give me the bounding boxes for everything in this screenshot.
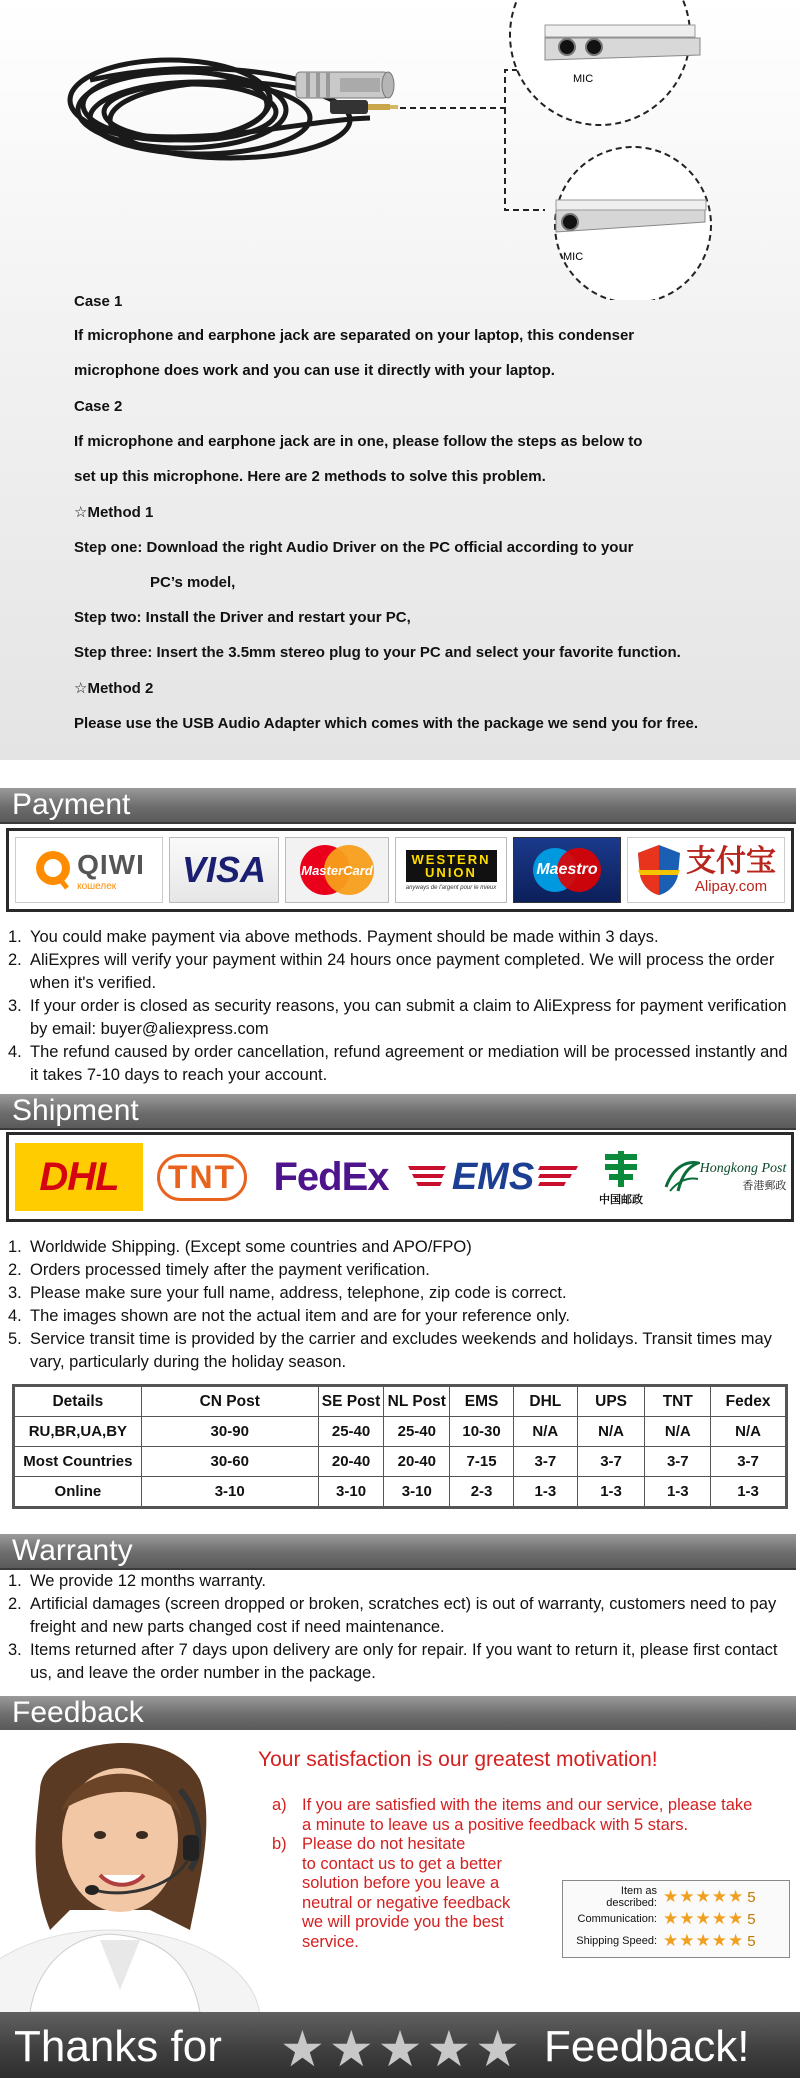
support-agent-illustration: [0, 1730, 300, 2012]
table-row: [14, 1447, 787, 1477]
star-rating-icon: ★★★★★: [663, 1887, 745, 1906]
warranty-heading: Warranty: [12, 1534, 133, 1567]
table-cell: 20-40: [384, 1447, 450, 1477]
method1-heading: [74, 503, 153, 521]
point-a-label: a): [272, 1796, 287, 1814]
list-item: 3. Items returned after 7 days upon delivery are only for repair. If you want to return it, please first contact us, and leave the order number in the package.: [8, 1641, 778, 1682]
tnt-text: TNT: [167, 1158, 237, 1195]
table-cell: 1-3: [645, 1477, 711, 1508]
laptop-callout-bottom: [555, 147, 711, 300]
feedback-title: Your satisfaction is our greatest motivation!: [258, 1748, 658, 1771]
table-cell: 1-3: [513, 1477, 577, 1508]
hongkong-post-bird-icon: [664, 1157, 700, 1197]
table-cell: 1-3: [577, 1477, 645, 1508]
shield-icon: [636, 843, 682, 897]
microphone-cable-illustration: [0, 0, 800, 300]
feedback-point-a: [272, 1796, 762, 1835]
table-cell: 3-7: [577, 1447, 645, 1477]
payment-logos-strip: [6, 828, 794, 912]
table-cell: 25-40: [384, 1417, 450, 1447]
shipping-time-table: [12, 1384, 788, 1509]
table-header-cell: Details: [14, 1386, 142, 1417]
mic-label-bottom: MIC: [563, 251, 584, 263]
qiwi-text: QIWI: [77, 848, 145, 880]
product-instructions-area: [0, 0, 800, 760]
alipay-chinese-text: 支付宝: [686, 844, 776, 878]
table-cell: Online: [14, 1477, 142, 1508]
warranty-section-header: [0, 1534, 796, 1570]
step-one: Step one: Download the right Audio Driver on the PC official according to your: [74, 539, 634, 556]
mastercard-text: MasterCard: [301, 862, 373, 878]
table-cell: RU,BR,UA,BY: [14, 1417, 142, 1447]
point-b-line: neutral or negative feedback: [302, 1893, 511, 1912]
table-header-cell: SE Post: [318, 1386, 384, 1417]
step-three: Step three: Insert the 3.5mm stereo plug to your PC and select your favorite function.: [74, 644, 681, 661]
shipment-heading: Shipment: [12, 1094, 139, 1127]
step-one-continued: PC’s model,: [150, 574, 236, 591]
ems-wing-icon: [408, 1162, 448, 1192]
xlr-connector-graphic: [296, 72, 394, 98]
table-cell: N/A: [711, 1417, 787, 1447]
table-row: [14, 1477, 787, 1508]
case2-line1: If microphone and earphone jack are in one, please follow the steps as below to: [74, 433, 643, 450]
qiwi-subtext: кошелек: [77, 880, 117, 892]
shipping-logos-strip: [6, 1132, 794, 1222]
table-cell: 3-7: [711, 1447, 787, 1477]
star-rating-icon: ★★★★★: [663, 1909, 745, 1928]
table-row: [14, 1417, 787, 1447]
stereo-plug-graphic: [330, 100, 398, 114]
list-item: 3. Please make sure your full name, address, telephone, zip code is correct.: [8, 1284, 567, 1302]
point-a-text: If you are satisfied with the items and our service, please take a minute to leave us a positive feedback with 5 stars.: [302, 1796, 753, 1834]
point-b-line: service.: [302, 1932, 359, 1951]
maestro-logo: [513, 837, 621, 903]
list-item: 4. The refund caused by order cancellation, refund agreement or mediation will be processed instantly and it takes 7-10 days to reach your account.: [8, 1043, 788, 1084]
point-b-line: Please do not hesitate: [302, 1835, 466, 1853]
rating-value: 5: [747, 1932, 756, 1950]
table-cell: 3-7: [645, 1447, 711, 1477]
table-cell: N/A: [645, 1417, 711, 1447]
table-header-cell: DHL: [513, 1386, 577, 1417]
hongkong-post-chinese-text: 香港郵政: [742, 1180, 787, 1192]
visa-logo: [169, 837, 279, 903]
case1-line1: If microphone and earphone jack are separated on your laptop, this condenser: [74, 327, 635, 344]
star-row-icon: ★★★★★: [280, 2021, 525, 2077]
laptop-callout-top: [510, 0, 700, 125]
payment-section-header: [0, 788, 796, 824]
western-union-line1: WESTERN: [411, 851, 491, 867]
method2-label: Method 2: [87, 680, 154, 697]
case2-line2: set up this microphone. Here are 2 methods to solve this problem.: [74, 468, 546, 485]
star-rating-icon: ★★★★★: [663, 1931, 745, 1950]
outline-star-icon: ☆: [74, 504, 88, 521]
table-cell: 10-30: [450, 1417, 514, 1447]
table-cell: 3-10: [318, 1477, 384, 1508]
payment-heading: Payment: [12, 788, 131, 821]
table-cell: 3-7: [513, 1447, 577, 1477]
list-item: 4. The images shown are not the actual item and are for your reference only.: [8, 1307, 570, 1325]
visa-text: VISA: [181, 849, 267, 890]
thanks-text-right: Feedback!: [544, 2022, 750, 2071]
thanks-banner: [0, 2012, 800, 2078]
table-cell: 2-3: [450, 1477, 514, 1508]
qiwi-icon: [33, 848, 73, 892]
outline-star-icon: ☆: [74, 680, 88, 697]
table-header-cell: TNT: [645, 1386, 711, 1417]
ems-logo: [405, 1143, 581, 1211]
warranty-terms-list: [8, 1570, 796, 1685]
table-header-cell: Fedex: [711, 1386, 787, 1417]
shipment-terms-list: [8, 1236, 796, 1374]
hongkong-post-logo: [661, 1141, 789, 1213]
table-header-cell: EMS: [450, 1386, 514, 1417]
point-b-line: we will provide you the best: [302, 1913, 504, 1931]
table-cell: 1-3: [711, 1477, 787, 1508]
payment-terms-list: [8, 926, 796, 1087]
table-header-cell: UPS: [577, 1386, 645, 1417]
western-union-logo: [395, 837, 507, 903]
point-b-label: b): [272, 1835, 287, 1853]
rating-label: Shipping Speed:: [576, 1935, 657, 1947]
ems-text: EMS: [451, 1155, 535, 1198]
list-item: 2. Orders processed timely after the payment verification.: [8, 1261, 430, 1279]
qiwi-logo: [15, 837, 163, 903]
step-two: Step two: Install the Driver and restart your PC,: [74, 609, 411, 626]
feedback-section-header: [0, 1696, 796, 1732]
table-header-cell: CN Post: [141, 1386, 318, 1417]
hongkong-post-text: Hongkong Post: [699, 1161, 787, 1176]
method2-text: Please use the USB Audio Adapter which comes with the package we send you for free.: [74, 715, 699, 732]
callout-lines: [400, 70, 545, 210]
alipay-logo: [627, 837, 785, 903]
point-b-line: solution before you leave a: [302, 1874, 500, 1892]
table-cell: 30-60: [141, 1447, 318, 1477]
table-cell: 3-10: [141, 1477, 318, 1508]
maestro-text: Maestro: [536, 861, 598, 878]
feedback-heading: Feedback: [12, 1696, 144, 1729]
western-union-line2: UNION: [425, 864, 477, 880]
rating-label: Communication:: [577, 1913, 657, 1925]
shipment-section-header: [0, 1094, 796, 1130]
table-cell: 20-40: [318, 1447, 384, 1477]
china-post-logo: [585, 1141, 657, 1213]
list-item: 3. If your order is closed as security reasons, you can submit a claim to AliExpress for payment verification by email: buyer@aliexpress.com: [8, 997, 787, 1038]
list-item: 1. Worldwide Shipping. (Except some countries and APO/FPO): [8, 1238, 472, 1256]
case2-title: Case 2: [74, 398, 123, 415]
fedex-logo: [261, 1143, 401, 1211]
table-header-row: [14, 1386, 787, 1417]
china-post-text: 中国邮政: [599, 1194, 643, 1206]
method2-heading: [74, 679, 153, 697]
table-cell: N/A: [577, 1417, 645, 1447]
table-cell: N/A: [513, 1417, 577, 1447]
table-cell: Most Countries: [14, 1447, 142, 1477]
fedex-text: FedEx: [273, 1154, 389, 1199]
rating-value: 5: [747, 1888, 756, 1906]
list-item: 2. Artificial damages (screen dropped or broken, scratches ect) is out of warranty, customers need to pay freight and new parts changed cost if need maintenance.: [8, 1595, 777, 1636]
list-item: 5. Service transit time is provided by the carrier and excludes weekends and holidays. Transit times may vary, particularly during the holiday season.: [8, 1330, 772, 1371]
mastercard-logo: [285, 837, 389, 903]
list-item: 1. We provide 12 months warranty.: [8, 1572, 266, 1590]
dhl-logo: [15, 1143, 143, 1211]
case1-title: Case 1: [74, 293, 123, 310]
list-item: 1. You could make payment via above methods. Payment should be made within 3 days.: [8, 928, 659, 946]
list-item: 2. AliExpres will verify your payment within 24 hours once payment completed. We will process the order when it's verified.: [8, 951, 775, 992]
western-union-tagline: anyways de l'argent pour le mieux: [405, 884, 497, 891]
case1-line2: microphone does work and you can use it directly with your laptop.: [74, 362, 555, 379]
mic-label-top: MIC: [573, 73, 594, 85]
table-cell: 25-40: [318, 1417, 384, 1447]
thanks-text-left: Thanks for: [14, 2022, 222, 2071]
point-b-line: to contact us to get a better: [302, 1854, 502, 1873]
rating-value: 5: [747, 1910, 756, 1928]
tnt-logo: [147, 1143, 257, 1211]
table-cell: 7-15: [450, 1447, 514, 1477]
feedback-point-b: [272, 1835, 752, 1952]
dhl-text: DHL: [39, 1154, 119, 1199]
method1-label: Method 1: [87, 504, 154, 521]
table-cell: 30-90: [141, 1417, 318, 1447]
alipay-text: Alipay.com: [694, 877, 768, 895]
table-cell: 3-10: [384, 1477, 450, 1508]
china-post-icon: [599, 1147, 643, 1191]
ems-stripes-icon: [538, 1162, 578, 1192]
rating-label: Item as described:: [606, 1885, 657, 1909]
table-header-cell: NL Post: [384, 1386, 450, 1417]
feedback-text: [272, 1796, 752, 1952]
